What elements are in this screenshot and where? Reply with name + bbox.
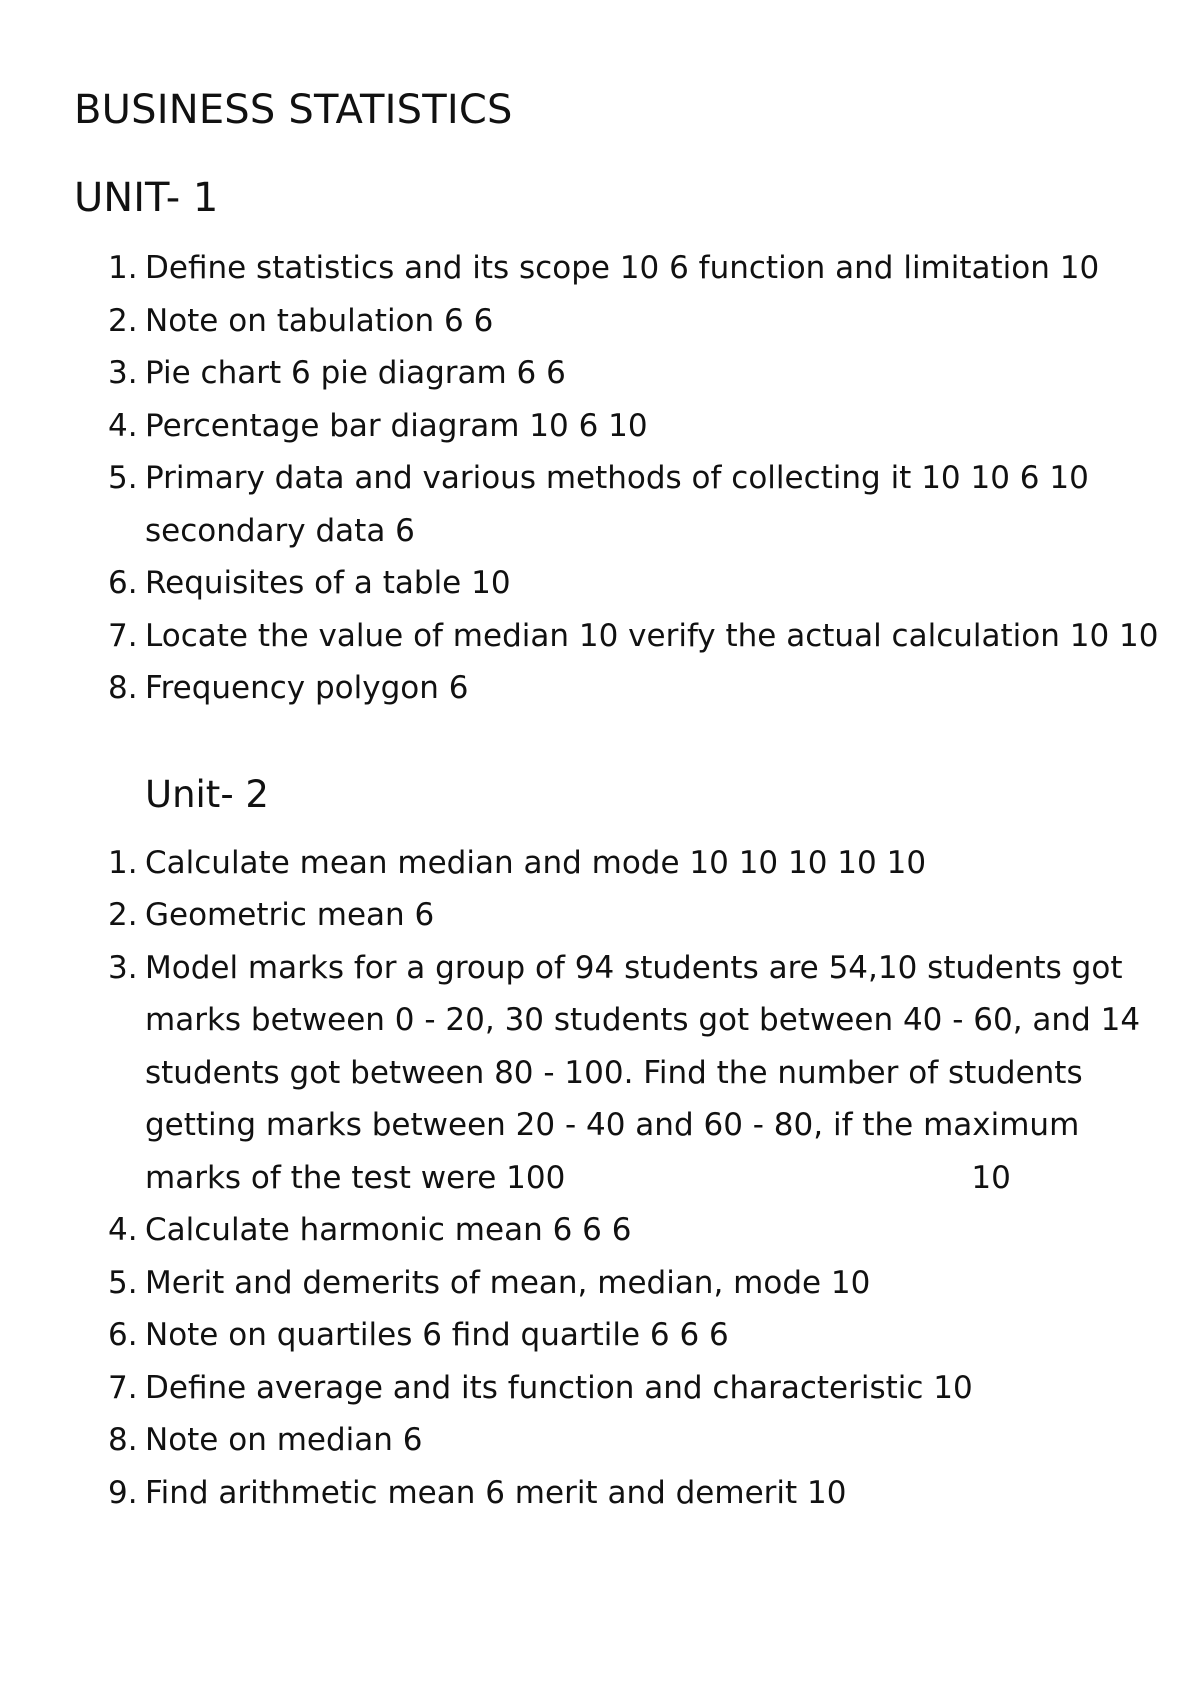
question-text: Define statistics and its scope 10 6 function and limitation 10 <box>145 250 1100 286</box>
question-number: 1. <box>108 844 138 881</box>
question-text: Find arithmetic mean 6 merit and demerit 10 <box>145 1474 847 1511</box>
unit1-heading: UNIT- 1 <box>74 175 219 221</box>
question-number: 4. <box>108 407 138 444</box>
question-number: 8. <box>108 670 138 706</box>
question-item <box>74 1362 1140 1415</box>
question-number: 7. <box>108 617 138 654</box>
question-item-continuation <box>74 1152 1140 1205</box>
question-number: 9. <box>108 1474 138 1511</box>
question-number: 2. <box>108 302 138 339</box>
question-number: 5. <box>108 1264 138 1301</box>
question-text: Calculate harmonic mean 6 6 6 <box>145 1212 632 1248</box>
document-title: BUSINESS STATISTICS <box>74 87 513 133</box>
question-item <box>74 837 1140 890</box>
question-number: 8. <box>108 1422 138 1458</box>
question-item-continuation <box>74 505 1140 558</box>
question-text: Define average and its function and characteristic 10 <box>145 1369 973 1406</box>
question-text: Merit and demerits of mean, median, mode 10 <box>145 1264 871 1301</box>
question-item <box>74 242 1140 295</box>
question-item <box>74 1309 1140 1362</box>
question-number: 6. <box>108 1317 138 1353</box>
question-item <box>74 1204 1140 1257</box>
question-item <box>74 347 1140 400</box>
question-item <box>74 889 1140 942</box>
question-item <box>74 452 1140 505</box>
question-item-continuation <box>74 1099 1140 1152</box>
question-item-continuation <box>74 1047 1140 1100</box>
question-number: 3. <box>108 355 138 391</box>
question-text: Locate the value of median 10 verify the actual calculation 10 10 <box>145 617 1159 654</box>
question-item-continuation <box>74 994 1140 1047</box>
question-text: secondary data 6 <box>145 512 415 549</box>
question-number: 3. <box>108 949 138 986</box>
question-marks: 10 <box>971 1159 1011 1196</box>
question-text: getting marks between 20 - 40 and 60 - 80, if the maximum <box>145 1107 1080 1143</box>
question-text: Note on median 6 <box>145 1422 423 1458</box>
question-text: Note on quartiles 6 find quartile 6 6 6 <box>145 1317 729 1353</box>
question-text: Frequency polygon 6 <box>145 670 469 706</box>
question-text: Geometric mean 6 <box>145 897 435 933</box>
unit2-heading: Unit- 2 <box>145 772 269 816</box>
question-text: students got between 80 - 100. Find the number of students <box>145 1054 1083 1091</box>
question-item <box>74 400 1140 453</box>
question-item <box>74 610 1159 663</box>
question-text: marks between 0 - 20, 30 students got between 40 - 60, and 14 <box>145 1002 1141 1038</box>
question-item <box>74 942 1140 995</box>
question-item <box>74 1257 1140 1310</box>
question-text: Percentage bar diagram 10 6 10 <box>145 407 648 444</box>
question-number: 5. <box>108 460 138 496</box>
question-item <box>74 557 1140 610</box>
question-item <box>74 662 1140 715</box>
question-text: Primary data and various methods of collecting it 10 10 6 10 <box>145 460 1089 496</box>
unit2-question-list <box>74 837 1140 1520</box>
question-item <box>74 1414 1140 1467</box>
question-number: 4. <box>108 1212 138 1248</box>
question-item <box>74 295 1140 348</box>
question-text: Pie chart 6 pie diagram 6 6 <box>145 355 566 391</box>
question-item <box>74 1467 1140 1520</box>
question-text: Note on tabulation 6 6 <box>145 302 494 339</box>
question-number: 1. <box>108 250 138 286</box>
question-number: 2. <box>108 897 138 933</box>
question-text: Requisites of a table 10 <box>145 565 511 601</box>
question-text: marks of the test were 100 <box>145 1159 566 1196</box>
question-number: 7. <box>108 1369 138 1406</box>
question-text: Model marks for a group of 94 students are 54,10 students got <box>145 949 1123 986</box>
question-number: 6. <box>108 565 138 601</box>
question-text: Calculate mean median and mode 10 10 10 10 10 <box>145 844 927 881</box>
unit1-question-list <box>74 242 1159 715</box>
